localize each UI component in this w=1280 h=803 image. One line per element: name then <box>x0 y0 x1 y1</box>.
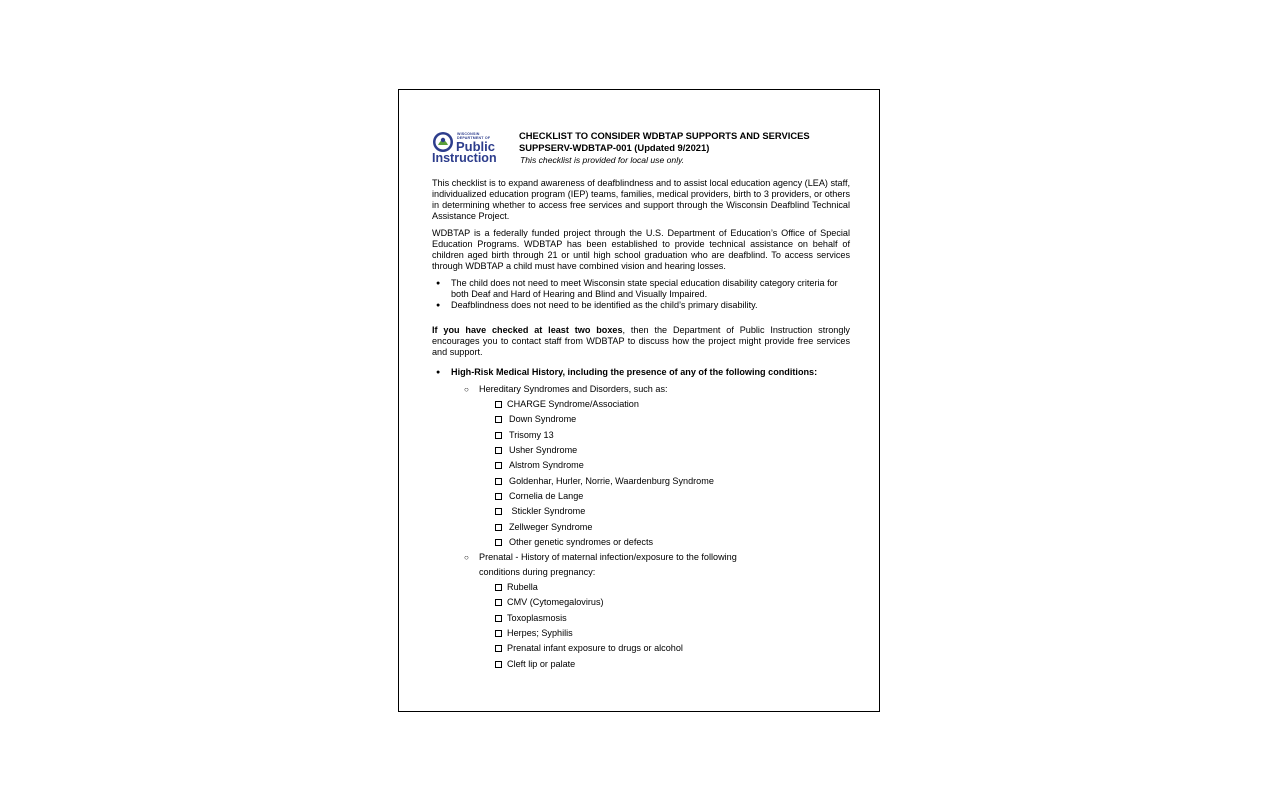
checklist-item-label: CMV (Cytomegalovirus) <box>507 597 604 608</box>
checklist-item-label: Usher Syndrome <box>509 445 578 456</box>
subsection-heading <box>432 382 850 397</box>
checklist-item-label: Prenatal infant exposure to drugs or alcohol <box>507 643 683 654</box>
circle-bullet-icon: ○ <box>464 552 469 562</box>
header-titles <box>519 130 810 166</box>
subsection-label: Hereditary Syndromes and Disorders, such as: <box>479 384 668 394</box>
checklist-group-prenatal <box>432 580 850 672</box>
checklist-item[interactable] <box>495 473 850 488</box>
logo-public-text: Public <box>456 139 496 154</box>
document-title: CHECKLIST TO CONSIDER WDBTAP SUPPORTS AND SERVICES <box>519 130 810 141</box>
logo-instruction-text: Instruction <box>432 151 497 165</box>
checkbox[interactable] <box>495 416 502 423</box>
checklist-item-label: Rubella <box>507 582 538 593</box>
checklist-item-label: Goldenhar, Hurler, Norrie, Waardenburg Syndrome <box>509 475 714 486</box>
checklist-item[interactable] <box>495 519 850 534</box>
checkbox[interactable] <box>495 447 502 454</box>
bullet-item: ● Deafblindness does not need to be identified as the child’s primary disability. <box>432 300 850 311</box>
checkbox[interactable] <box>495 645 502 652</box>
section-title: High-Risk Medical History, including the presence of any of the following conditions: <box>451 367 818 377</box>
wdbtap-paragraph: WDBTAP is a federally funded project through the U.S. Department of Education’s Office of Special Education Programs. WDBTAP has been established to provide technical assistance on behalf of children aged birth through 21 or until high school graduation who are deafblind. To access services through WDBTAP a child must have combined vision and hearing losses. <box>432 228 850 271</box>
checklist-item-label: Zellweger Syndrome <box>509 521 593 532</box>
instruction-bold: If you have checked at least two boxes <box>432 325 623 335</box>
eligibility-bullets <box>432 278 850 311</box>
checkbox[interactable] <box>495 661 502 668</box>
checklist-item-label: Alstrom Syndrome <box>509 460 584 471</box>
checklist-item[interactable] <box>495 428 850 443</box>
checklist-item[interactable] <box>495 626 850 641</box>
checklist-item-label: Stickler Syndrome <box>509 506 586 517</box>
checklist-item[interactable] <box>495 458 850 473</box>
instruction-rest: , then the Department of Public Instruction strongly encourages you to contact staff from WDBTAP to discuss how the project might provide free services and support. <box>432 325 850 357</box>
checklist-item-label: Down Syndrome <box>509 414 577 425</box>
checkbox[interactable] <box>495 539 502 546</box>
document-header <box>432 130 850 168</box>
logo-department-text: WISCONSIN DEPARTMENT OF <box>457 132 491 140</box>
document-page <box>398 89 880 712</box>
checkbox[interactable] <box>495 462 502 469</box>
checklist-item-label: Trisomy 13 <box>509 429 554 440</box>
checklist-item[interactable] <box>495 535 850 550</box>
checklist-item[interactable] <box>495 412 850 427</box>
checkbox[interactable] <box>495 584 502 591</box>
instruction-paragraph <box>432 325 850 358</box>
checklist-item[interactable] <box>495 397 850 412</box>
checkbox[interactable] <box>495 493 502 500</box>
bullet-icon: ● <box>436 369 441 376</box>
document-code: SUPPSERV-WDBTAP-001 (Updated 9/2021) <box>519 142 710 153</box>
document-content <box>432 130 850 672</box>
checkbox[interactable] <box>495 432 502 439</box>
dpi-seal-icon <box>432 131 454 153</box>
checklist-item-label: CHARGE Syndrome/Association <box>507 399 639 410</box>
dpi-logo <box>432 130 496 166</box>
checklist-item-label: Cornelia de Lange <box>509 490 584 501</box>
checkbox[interactable] <box>495 401 502 408</box>
section-heading <box>432 367 850 378</box>
checkbox[interactable] <box>495 630 502 637</box>
checklist-item[interactable] <box>495 595 850 610</box>
checklist-item[interactable] <box>495 504 850 519</box>
checklist-item-label: Toxoplasmosis <box>507 612 567 623</box>
subsection-heading <box>432 550 779 580</box>
checklist-group-hereditary <box>432 397 850 550</box>
checkbox[interactable] <box>495 508 502 515</box>
bullet-item: ● The child does not need to meet Wisconsin state special education disability category criteria for both Deaf and Hard of Hearing and Blind and Visually Impaired. <box>432 278 850 300</box>
intro-paragraph: This checklist is to expand awareness of deafblindness and to assist local education agency (LEA) staff, individualized education program (IEP) teams, families, medical providers, birth to 3 providers, or others in determining whether to access free services and support through the Wisconsin Deafblind Technical Assistance Project. <box>432 178 850 221</box>
checklist-item[interactable] <box>495 656 850 671</box>
checkbox[interactable] <box>495 478 502 485</box>
subsection-label: Prenatal - History of maternal infection/exposure to the following conditions during pregnancy: <box>479 551 737 577</box>
checklist-item[interactable] <box>495 641 850 656</box>
checklist-item[interactable] <box>495 489 850 504</box>
circle-bullet-icon: ○ <box>464 385 469 394</box>
checklist-item-label: Herpes; Syphilis <box>507 628 573 638</box>
checklist-item-label: Cleft lip or palate <box>507 658 576 669</box>
checklist-item[interactable] <box>495 611 850 626</box>
checkbox[interactable] <box>495 615 502 622</box>
local-use-note: This checklist is provided for local use only. <box>520 155 685 165</box>
checkbox[interactable] <box>495 524 502 531</box>
checklist-item[interactable] <box>495 443 850 458</box>
checkbox[interactable] <box>495 599 502 606</box>
checklist-item[interactable] <box>495 580 850 595</box>
checklist-item-label: Other genetic syndromes or defects <box>509 536 654 547</box>
